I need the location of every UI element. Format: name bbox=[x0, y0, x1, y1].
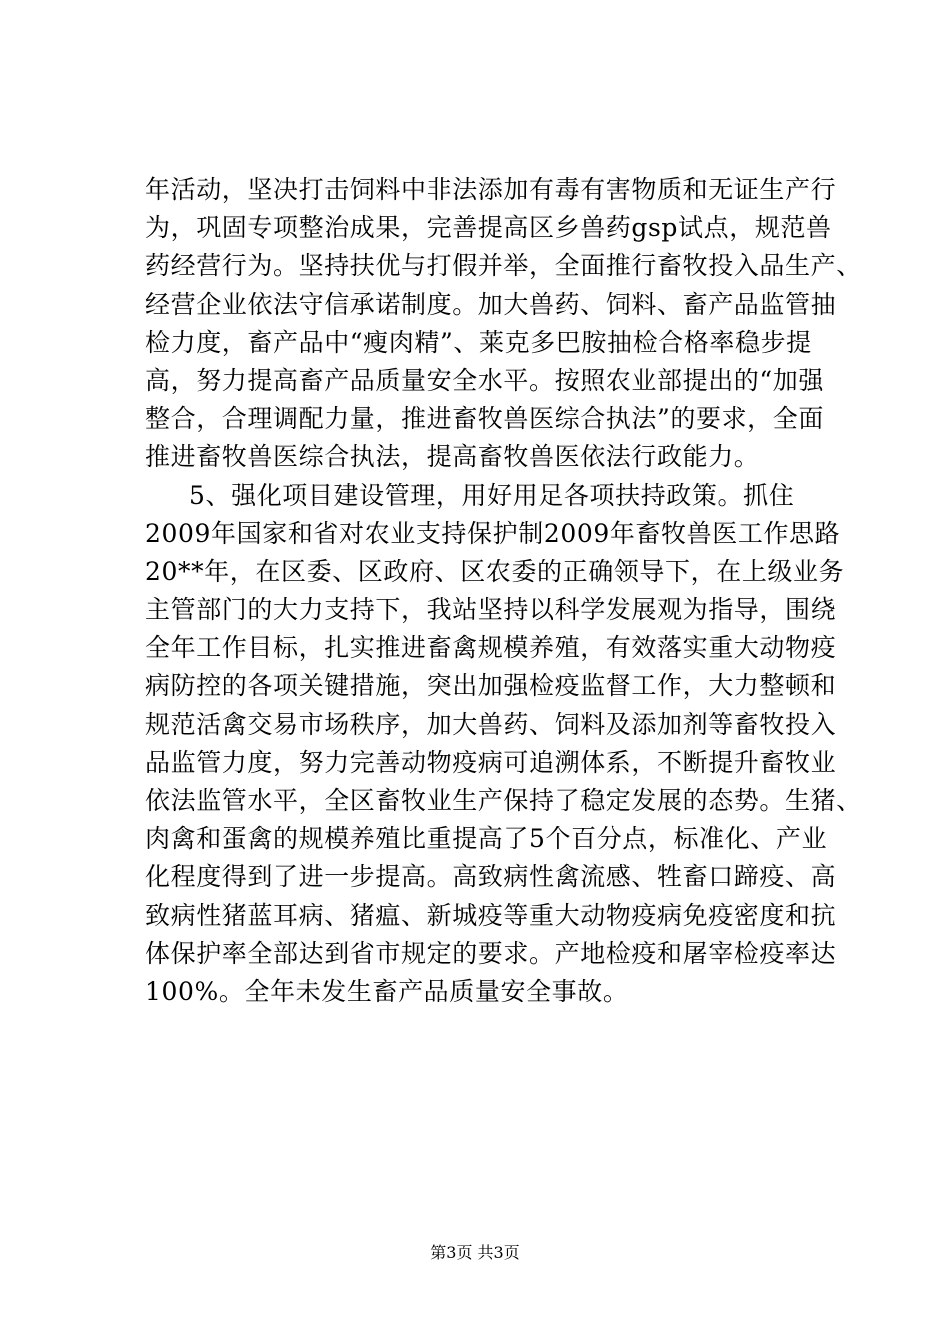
page-footer bbox=[0, 1243, 950, 1263]
text-line: 检力度，畜产品中“瘦肉精”、莱克多巴胺抽检合格率稳步提 bbox=[145, 327, 812, 357]
text-line: 全年工作目标，扎实推进畜禽规模养殖，有效落实重大动物疫 bbox=[145, 633, 837, 663]
paragraph-heading-line: 5、强化项目建设管理，用好用足各项扶持政策。抓住 bbox=[189, 480, 795, 510]
text-line: 高，努力提高畜产品质量安全水平。按照农业部提出的“加强 bbox=[145, 365, 824, 395]
text-line: 化程度得到了进一步提高。高致病性禽流感、牲畜口蹄疫、高 bbox=[145, 862, 837, 892]
text-line: 年活动，坚决打击饲料中非法添加有毒有害物质和无证生产行 bbox=[145, 175, 837, 204]
text-line: 为，巩固专项整治成果，完善提高区乡兽药gsp试点，规范兽 bbox=[145, 213, 832, 243]
text-line: 体保护率全部达到省市规定的要求。产地检疫和屠宰检疫率达 bbox=[145, 938, 837, 968]
text-line: 依法监管水平，全区畜牧业生产保持了稳定发展的态势。生猪、 bbox=[145, 786, 862, 815]
page-number: 第3页 bbox=[430, 1243, 473, 1262]
text-line: 肉禽和蛋禽的规模养殖比重提高了5个百分点，标准化、产业 bbox=[145, 824, 828, 854]
text-line: 病防控的各项关键措施，突出加强检疫监督工作，大力整顿和 bbox=[145, 671, 837, 701]
text-line: 100%。全年未发生畜产品质量安全事故。 bbox=[145, 976, 629, 1006]
text-line: 规范活禽交易市场秩序，加大兽药、饲料及添加剂等畜牧投入 bbox=[145, 709, 837, 739]
text-line: 药经营行为。坚持扶优与打假并举，全面推行畜牧投入品生产、 bbox=[145, 251, 862, 281]
text-line: 整合，合理调配力量，推进畜牧兽医综合执法”的要求，全面 bbox=[145, 404, 824, 434]
page-total: 共3页 bbox=[477, 1243, 520, 1262]
text-line: 品监管力度，努力完善动物疫病可追溯体系，不断提升畜牧业 bbox=[145, 747, 837, 777]
text-line: 主管部门的大力支持下，我站坚持以科学发展观为指导，围绕 bbox=[145, 595, 837, 625]
text-line: 致病性猪蓝耳病、猪瘟、新城疫等重大动物疫病免疫密度和抗 bbox=[145, 900, 837, 930]
text-line: 推进畜牧兽医综合执法，提高畜牧兽医依法行政能力。 bbox=[145, 442, 760, 472]
document-body bbox=[145, 171, 862, 1011]
text-line: 经营企业依法守信承诺制度。加大兽药、饲料、畜产品监管抽 bbox=[145, 289, 837, 319]
text-line: 2009年国家和省对农业支持保护制2009年畜牧兽医工作思路 bbox=[145, 518, 841, 548]
text-line: 20**年，在区委、区政府、区农委的正确领导下，在上级业务 bbox=[145, 556, 845, 586]
